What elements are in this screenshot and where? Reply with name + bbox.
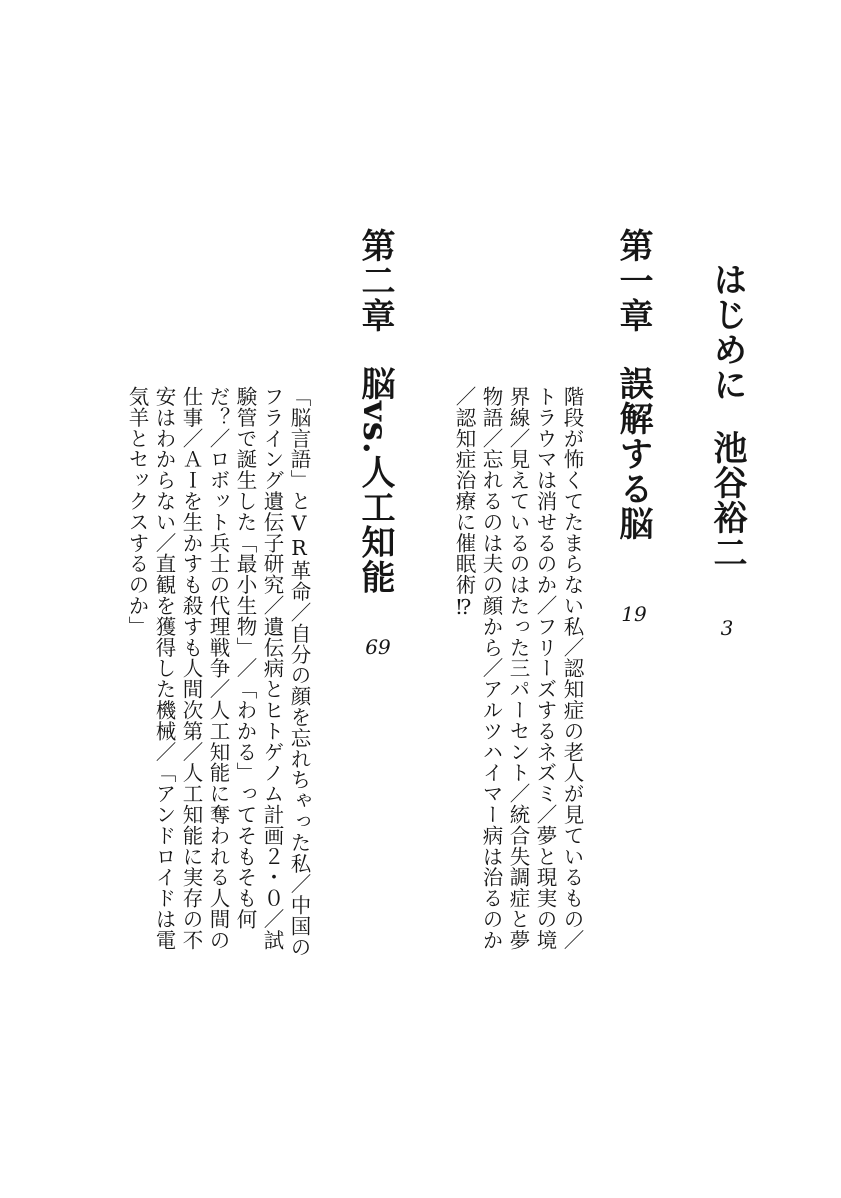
chapter2-summary-line: だ？／ロボット兵士の代理戦争／人工知能に奪われる人間の — [206, 386, 230, 951]
chapter1-summary-line: トラウマは消せるのか／フリーズするネズミ／夢と現実の境 — [533, 386, 557, 951]
chapter1-page-number: 19 — [621, 602, 647, 626]
chapter1-summary-line: ／認知症治療に催眠術⁉ — [452, 386, 476, 620]
chapter2-summary-line: 安はわからない／直観を獲得した機械／「アンドロイドは電 — [152, 386, 176, 951]
chapter1-summary-line: 物語／忘れるのは夫の顔から／アルツハイマー病は治るのか — [479, 386, 503, 951]
chapter1-label: 第一章 — [613, 228, 653, 333]
chapter2-title-vs: vs. — [355, 401, 395, 455]
chapter1-title: 誤解する脳 — [613, 366, 653, 541]
chapter2-summary-line: フライング遺伝子研究／遺伝病とヒトゲノム計画２・０／試 — [260, 386, 284, 951]
chapter2-summary-line: 験管で誕生した「最小生物」／「わかる」ってそもそも何 — [233, 386, 257, 930]
chapter2-summary-line: 「脳言語」とVR革命／自分の顔を忘れちゃった私／中国の — [287, 386, 311, 958]
chapter2-page-number: 69 — [365, 635, 391, 659]
intro-title: はじめに — [707, 262, 747, 402]
chapter2-summary-line: 気羊とセックスするのか」 — [125, 386, 149, 637]
chapter1-summary-line: 階段が怖くてたまらない私／認知症の老人が見ているもの／ — [560, 386, 584, 951]
chapter1-summary — [450, 386, 585, 1066]
chapter2-title-pre: 脳 — [355, 366, 395, 401]
chapter2-summary — [123, 386, 312, 1066]
chapter2-title — [356, 366, 394, 595]
chapter2-title-post: 人工知能 — [355, 454, 395, 595]
intro-author: 池谷裕二 — [707, 430, 747, 570]
chapter2-summary-line: 仕事／ＡＩを生かすも殺すも人間次第／人工知能に実存の不 — [179, 386, 203, 951]
intro-page-number: 3 — [720, 616, 734, 640]
chapter1-summary-line: 界線／見えているのはたった三パーセント／統合失調症と夢 — [506, 386, 530, 951]
chapter2-label: 第二章 — [355, 228, 395, 333]
